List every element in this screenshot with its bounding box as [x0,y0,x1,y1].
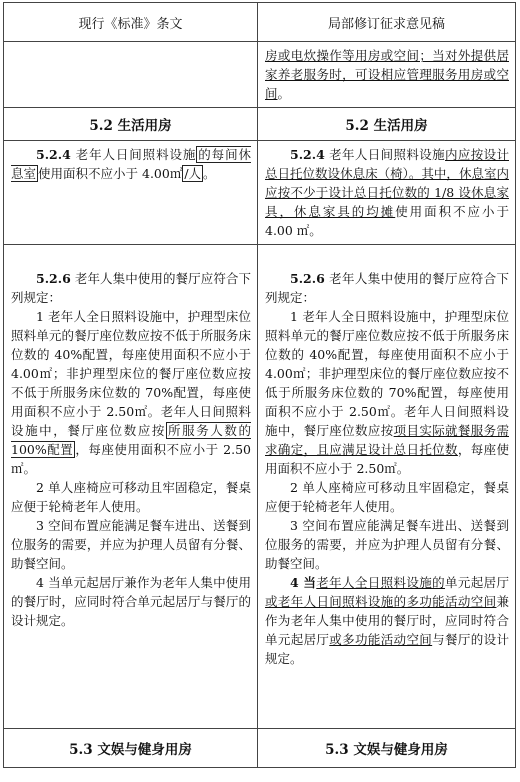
continuation-left [4,42,258,108]
item-2: 2 单人座椅应可移动且牢固稳定，餐桌应便于轮椅老年人使用。 [265,480,509,514]
header-row [4,3,516,42]
item-3: 3 空间布置应能满足餐车进出、送餐到位服务的需要，并应为护理人员留有分餐、助餐空间。 [265,518,509,571]
item-2: 2 单人座椅应可移动且牢固稳定，餐桌应便于轮椅老年人使用。 [11,480,251,514]
clause-text: 老年人日间照料设施 [324,147,445,162]
underlined-text: 或多功能活动空间 [329,632,433,647]
header-revised: 局部修订征求意见稿 [258,3,516,42]
section-heading-left: 5.3 文娱与健身用房 [4,729,258,768]
section-row-5-2 [4,108,516,141]
item-4-text: 兼作为老年人集中使用的餐厅时，应同时符合单元起居厅 [265,594,509,647]
item-1-text-end: ，每座使用面积不应小于 2.50㎡。 [265,442,509,476]
clause-text: 。 [203,166,216,181]
clause-5-2-6-revised [258,245,516,729]
underlined-text: 项目实际就餐服务需求确定，且应满足设计总日托位数 [265,423,509,457]
clause-intro: 老年人集中使用的餐厅应符合下列规定： [265,271,509,305]
item-4-text-end: 与餐厅的设计规定。 [265,632,509,666]
underlined-text: 老年人全日照料设施的 [316,575,445,590]
period: 。 [277,86,291,101]
continuation-row [4,42,516,108]
clause-5-2-6-current [4,245,258,729]
item-1-text: 1 老年人全日照料设施中，护理型床位照料单元的餐厅座位数应按不低于所服务床位数的 40%配置，每座使用面积不应小于 4.00㎡；非护理型床位的餐厅座位数应按不低于所服务床位数的 70%配置，每座使用面积不应小于 2.50㎡。老年人日间照料设施中，餐厅座位数应按 [265,309,509,438]
clause-row-5-2-4 [4,141,516,245]
clause-number: 5.2.6 [36,271,71,286]
underlined-text: 内应按设计总日托位数设休息床（椅）。其中，休息室内应按不少于设计总日托位数的 1/8 设休息家具，休息家具的均摊 [265,147,509,219]
clause-text: 使用面积不应小于 4.00㎡ [38,166,183,181]
clause-number: 5.2.4 [290,147,325,162]
revised-underlined-text-2: 间 [265,86,278,101]
item-4-text: 单元起居厅 [445,575,509,590]
item-4: 4 当单元起居厅兼作为老年人集中使用的餐厅时，应同时符合单元起居厅与餐厅的设计规定。 [11,575,251,628]
clause-number: 5.2.4 [36,147,71,162]
continuation-right [258,42,516,108]
clause-text: 使用面积不应小于 4.00 ㎡。 [265,204,509,238]
item-1-text: 1 老年人全日照料设施中，护理型床位照料单元的餐厅座位数应按不低于所服务床位数的 40%配置，每座使用面积不应小于 4.00㎡；非护理型床位的餐厅座位数应按不低于所服务床位数的 70%配置，每座使用面积不应小于 2.50㎡。老年人日间照料设施中，餐厅座位数应按 [11,309,251,438]
section-heading-left: 5.2 生活用房 [4,108,258,141]
clause-number: 5.2.6 [290,271,325,286]
boxed-text: 所服务人数的 100%配置 [11,423,251,457]
item-3: 3 空间布置应能满足餐车进出、送餐到位服务的需要，并应为护理人员留有分餐、助餐空间。 [11,518,251,571]
clause-intro: 老年人集中使用的餐厅应符合下列规定： [11,271,251,305]
section-heading-right: 5.3 文娱与健身用房 [258,729,516,768]
comparison-table [3,2,516,768]
item-4-text: 4 当 [290,575,317,590]
clause-row-5-2-6 [4,245,516,729]
clause-5-2-4-current [4,141,258,245]
clause-text: 老年人日间照料设施 [70,147,197,162]
underlined-text: 或老年人日间照料设施的多功能活动空间 [265,594,497,609]
section-heading-right: 5.2 生活用房 [258,108,516,141]
clause-5-2-4-revised [258,141,516,245]
boxed-text: /人 [184,166,202,181]
boxed-text: 的每间休息室 [11,147,251,181]
header-current: 现行《标准》条文 [4,3,258,42]
section-row-5-3 [4,729,516,768]
revised-underlined-text: 房或电炊操作等用房或空间；当对外提供居家养老服务时，可设相应管理服务用房或空 [265,48,509,82]
item-1-text-end: ，每座使用面积不应小于 2.50㎡。 [11,442,251,476]
